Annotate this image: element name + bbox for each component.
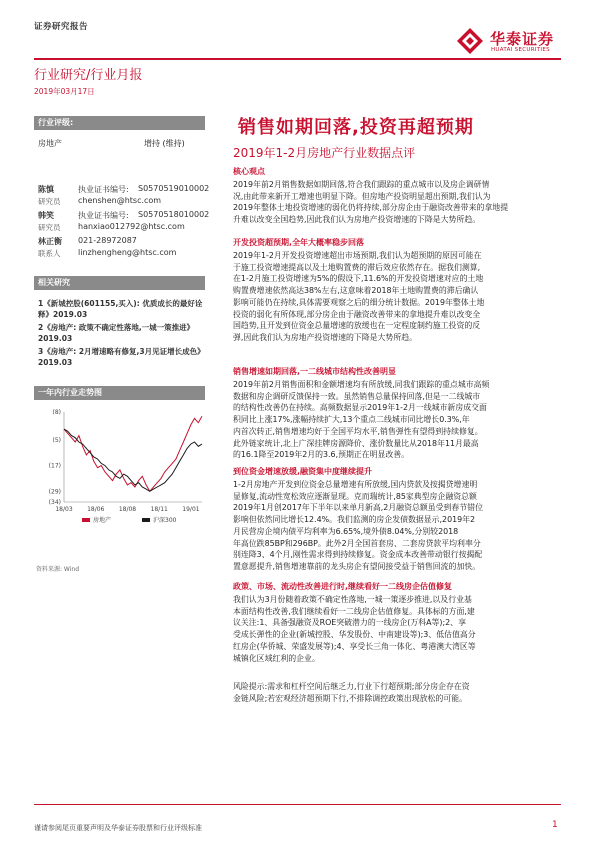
analyst-email[interactable]: chenshen@htsc.com: [78, 196, 162, 205]
x-tick-label: 19/01: [182, 506, 200, 513]
paragraph-line: 影响可能仍在持续,具体需要观察之后的细分统计数据。2019年整体土地: [233, 297, 485, 307]
paragraph-line: 国趋势,且开发到位资金总量增速的放缓也在一定程度制约施工投资的反: [233, 321, 481, 331]
footer-divider: [34, 804, 561, 805]
paragraph-line: 别连降3、4个月,刚性需求得到持续修复。资金成本改善带动银行按揭配: [233, 550, 483, 560]
analyst-name: 陈慎: [38, 185, 54, 194]
related-title: 相关研究: [34, 276, 205, 290]
report-date: 2019年03月17日: [34, 87, 95, 96]
page-number: 1: [552, 820, 558, 830]
y-tick-label: (5): [52, 436, 61, 444]
related-item[interactable]: 3《房地产: 2月增速略有修复,3月见证增长成色》2019.03: [38, 347, 201, 367]
x-tick-label: 18/08: [118, 506, 137, 513]
section-heading: 到位资金增速放缓,融资集中度继续提升: [233, 467, 373, 476]
paragraph-line: 2019年整体土地投资增速的弱化仍将持续,部分房企由于融资改善带来的拿地提: [233, 203, 509, 213]
cert-number: S0570519010002: [138, 184, 210, 193]
section-heading: 政策、市场、流动性改善进行时,继续看好一二线房企估值修复: [233, 582, 453, 591]
paragraph-line: 显修复,流动性宽松效应逐渐显现。克而瑞统计,85家典型房企融资总额: [233, 491, 477, 501]
cert-label: 执业证书编号:: [78, 185, 129, 194]
analyst-email[interactable]: linzhengheng@htsc.com: [78, 248, 177, 257]
paragraph-line: 的16.1降至2019年2月的3.6,预期正在明显改善。: [233, 450, 410, 460]
paragraph-line: 我们认为3月份随着政策不确定性落地,一城一策逐步推进,以及行业基: [233, 595, 472, 604]
paragraph-line: 红房企(华侨城、荣盛发展等);4、享受长三角一体化、粤港澳大湾区等: [233, 641, 476, 651]
paragraph-line: 2019年1月创2017年下半年以来单月新高,2月融资总额虽受到春节错位: [233, 503, 483, 513]
rating-industry: 房地产: [38, 139, 62, 148]
footer-disclaimer: 谨请参阅尾页重要声明及华泰证券股票和行业评级标准: [34, 824, 202, 832]
main-title: 销售如期回落,投资再超预期: [238, 117, 474, 138]
y-tick-label: (29): [48, 488, 61, 496]
paragraph-line: 此外链家统计,北上广深挂牌房源降价、涨价数量比从2018年11月最高: [233, 438, 479, 448]
legend-swatch-1: [142, 518, 150, 522]
analyst-name: 林正衡: [38, 237, 62, 246]
paragraph-line: 2019年前2月销售数据如期回落,符合我们跟踪的重点城市以及房企调研情: [233, 180, 490, 189]
paragraph-line: 影响但依然同比增长12.4%。我们监测的房企发债数据显示,2019年2: [233, 515, 476, 525]
analyst-role: 研究员: [38, 223, 61, 232]
paragraph-line: 置意愿提升,销售增速靠前的龙头房企有望间接受益于销售回流的加快。: [233, 561, 481, 571]
logo-text-en: HUATAI SECURITIES: [491, 47, 550, 53]
paragraph-line: 金链风险;若宏观经济超预期下行,不排除调控政策出现放松的可能。: [233, 693, 467, 703]
cert-number: S0570518010002: [138, 210, 210, 219]
paragraph-line: 月民营房企境内债平均利率为6.65%,境外债8.04%,分别较2018: [233, 526, 459, 536]
sub-title: 2019年1-2月房地产行业数据点评: [233, 146, 416, 160]
section-heading: 销售增速如期回落,一二线城市结构性改善明显: [233, 367, 397, 376]
chart-title: 一年内行业走势图: [34, 386, 205, 400]
y-tick-label: (34): [48, 499, 61, 506]
report-category: 证券研究报告: [34, 22, 89, 32]
analyst-email[interactable]: hanxiao012792@htsc.com: [78, 222, 185, 231]
x-tick-label: 18/03: [55, 506, 73, 513]
paragraph-line: 的结构性改善仍在持续。高频数据显示2019年1-2月一线城市新房成交面: [233, 403, 487, 413]
paragraph-line: 城镇化区域红利的企业。: [233, 653, 320, 663]
paragraph-line: 风险提示:需求和杠杆空间后继乏力,行业下行超预期;部分房企存在资: [233, 682, 470, 691]
chart-source: 资料来源: Wind: [36, 566, 80, 573]
report-type: 行业研究/行业月报: [34, 68, 143, 83]
section-heading: 开发投资超预期,全年大概率稳步回落: [233, 238, 365, 247]
paragraph-line: 年高位跌85BP和296BP。此外2月全国首套房、二套房贷款平均利率分: [233, 538, 481, 548]
huatai-logo-icon: [456, 27, 484, 55]
paragraph-line: 弹,因此我们认为房地产投资增速的下降是大势所趋。: [233, 332, 417, 342]
x-tick-label: 18/06: [87, 506, 105, 513]
paragraph-line: 受成长弹性的企业(新城控股、华发股份、中南建设等);3、低估值高分: [233, 630, 476, 640]
analyst-role: 联系人: [38, 249, 61, 258]
cert-label: 执业证书编号:: [78, 211, 129, 220]
paragraph-line: 1-2月房地产开发到位资金总量增速有所放缓,国内贷款及按揭贷增速明: [233, 480, 478, 489]
paragraph-line: 2019年前2月销售面积和金额增速均有所放缓,同我们跟踪的重点城市高频: [233, 380, 490, 389]
paragraph-line: 内首次转正,销售增速均好于全国平均水平,销售弹性有望得到持续修复。: [233, 426, 483, 436]
analyst-phone: 021-28972087: [78, 236, 137, 245]
company-logo: [456, 27, 586, 61]
rating-value: 增持 (维持): [144, 139, 185, 148]
section-heading: 核心观点: [233, 167, 265, 176]
related-item[interactable]: 2《房地产: 政策不确定性落地,一城一策推进》2019.03: [38, 323, 195, 343]
analyst-role: 研究员: [38, 197, 61, 206]
header-divider: [34, 58, 561, 60]
y-tick-label: (17): [48, 462, 61, 470]
legend-swatch-0: [82, 518, 90, 522]
series-line-1: [64, 429, 202, 491]
paragraph-line: 于施工投资增速提高以及土地购置费的滞后效应依然存在。据我们测算,: [233, 262, 481, 272]
rating-title: 行业评级:: [34, 116, 205, 130]
paragraph-line: 况,由此带来新开工增速也明显下降。但房地产投资明显超出预期,我们认为: [233, 191, 491, 201]
y-tick-label: (8): [52, 409, 61, 416]
series-line-0: [64, 416, 202, 491]
paragraph-line: 数据和房企调研反馈保持一致。虽然销售总量保持回落,但是一二线城市: [233, 391, 481, 401]
legend-label-1: 沪深300: [153, 517, 177, 524]
legend-label-0: 房地产: [93, 517, 112, 524]
paragraph-line: 2019年1-2月开发投资增速超出市场预期,我们认为超预期的原因可能在: [233, 251, 482, 260]
paragraph-line: 议关注:1、具备强融资及ROE突破潜力的一线房企(万科A等);2、享: [233, 618, 466, 628]
logo-text-cn: 华泰证券: [490, 30, 555, 48]
industry-trend-chart: [34, 404, 209, 532]
paragraph-line: 投资的弱化有所体现,部分房企由于融资改善带来的拿地提升难以改变全: [233, 309, 481, 319]
paragraph-line: 积同比上涨17%,涨幅持续扩大,13个重点二线城市同比增长0.3%,年: [233, 415, 470, 425]
paragraph-line: 升难以改变全国趋势,因此我们认为房地产投资增速的下降是大势所趋。: [233, 215, 481, 225]
related-item[interactable]: 1《新城控股(601155,买入): 优质成长的最好诠释》2019.03: [38, 299, 203, 319]
x-tick-label: 18/11: [150, 506, 168, 513]
paragraph-line: 在1-2月施工投资增速为5%的假设下,11.6%的开发投资增速对应的土地: [233, 274, 484, 284]
paragraph-line: 本面结构性改善,我们继续看好一二线房企估值修复。具体标的方面,建: [233, 606, 475, 616]
paragraph-line: 购置费增速依然高达38%左右,这意味着2018年土地购置费的滞后确认: [233, 286, 479, 296]
analyst-name: 韩笑: [38, 211, 54, 220]
